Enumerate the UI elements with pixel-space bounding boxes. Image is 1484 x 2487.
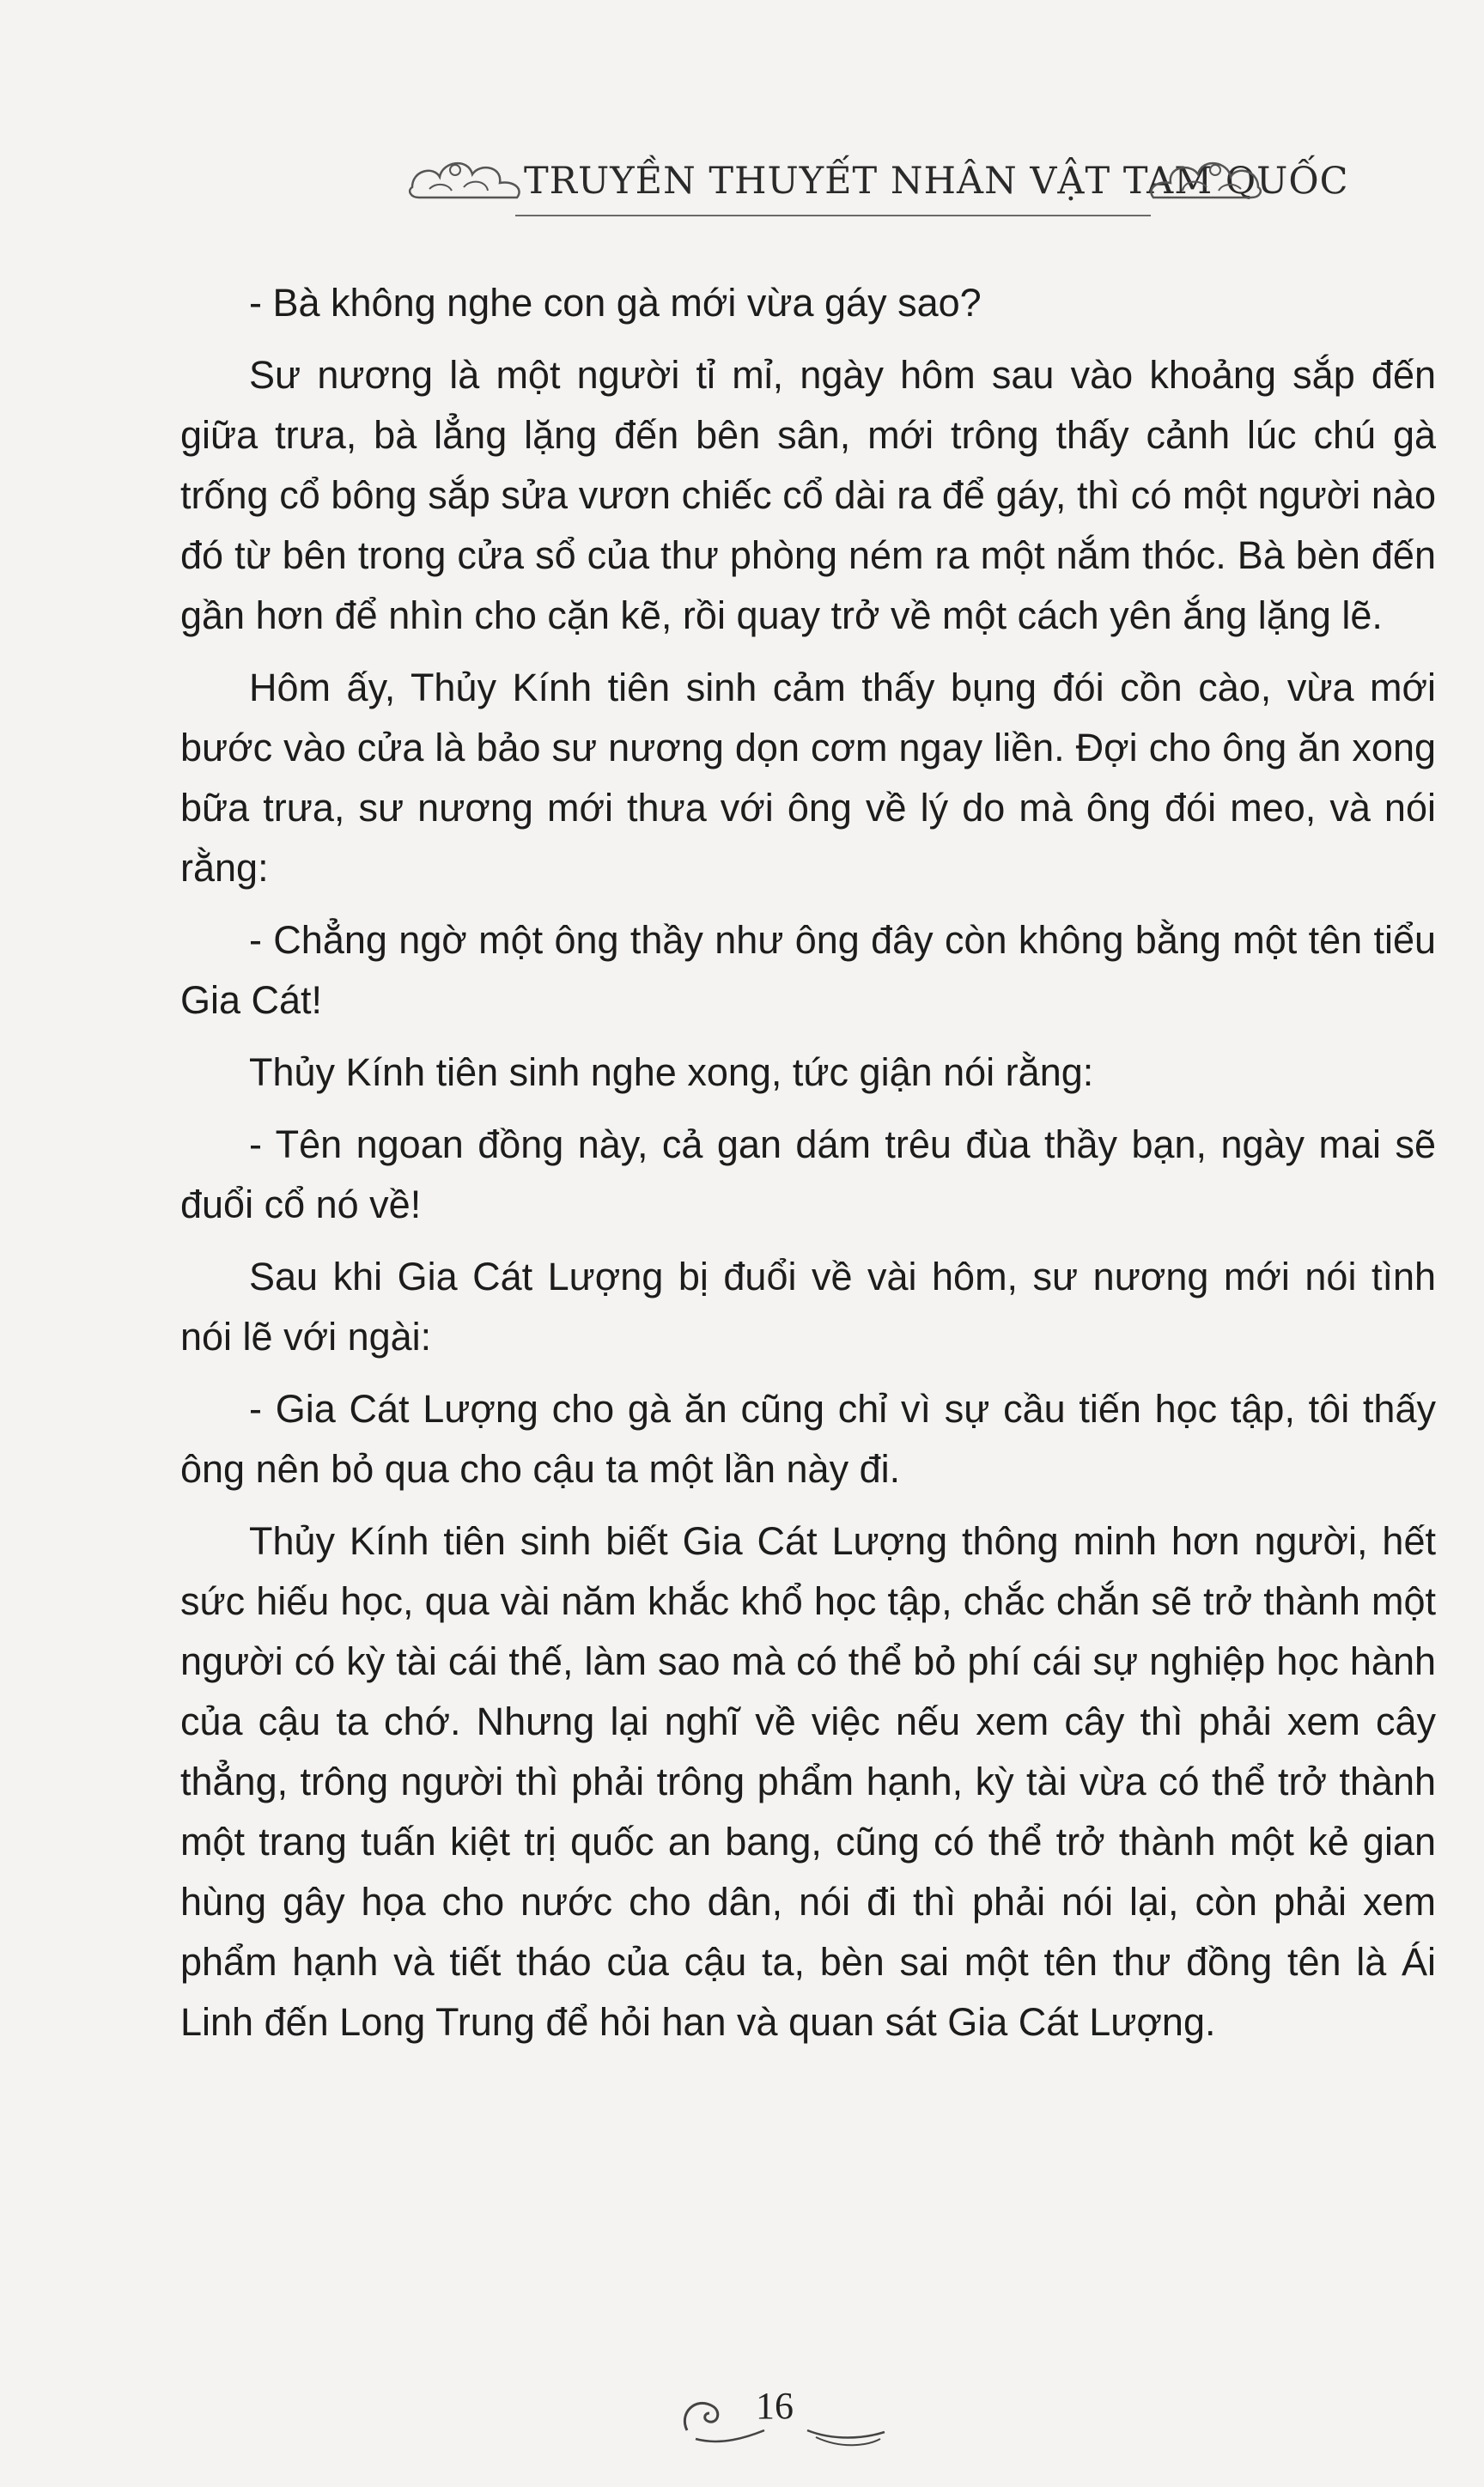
- page-number: 16: [756, 2385, 794, 2427]
- paragraph: - Chẳng ngờ một ông thầy như ông đây còn không bằng một tên tiểu Gia Cát!: [180, 918, 1436, 1022]
- paragraph: Sư nương là một người tỉ mỉ, ngày hôm sau vào khoảng sắp đến giữa trưa, bà lẳng lặng đến bên sân, mới trông thấy cảnh lúc chú gà trống cổ bông sắp sửa vươn chiếc cổ dài ra để gáy, thì có một người nào đó từ bên trong cửa sổ của thư phòng ném ra một nắm thóc. Bà bèn đến gần hơn để nhìn cho cặn kẽ, rồi quay trở về một cách yên ắng lặng lẽ.: [180, 353, 1436, 637]
- body-text: [180, 273, 1436, 2064]
- page-footer: [670, 2370, 893, 2456]
- paragraph: Sau khi Gia Cát Lượng bị đuổi về vài hôm, sư nương mới nói tình nói lẽ với ngài:: [180, 1255, 1436, 1359]
- header-title: TRUYỀN THUYẾT NHÂN VẬT TAM QUỐC: [524, 160, 1349, 203]
- running-header: [404, 137, 1349, 232]
- paragraph: - Tên ngoan đồng này, cả gan dám trêu đùa thầy bạn, ngày mai sẽ đuổi cổ nó về!: [180, 1122, 1436, 1226]
- paragraph: - Bà không nghe con gà mới vừa gáy sao?: [249, 281, 982, 325]
- paragraph: Thủy Kính tiên sinh biết Gia Cát Lượng thông minh hơn người, hết sức hiếu học, qua vài năm khắc khổ học tập, chắc chắn sẽ trở thành một người có kỳ tài cái thế, làm sao mà có thể bỏ phí cái sự nghiệp học hành của cậu ta chớ. Nhưng lại nghĩ về việc nếu xem cây thì phải xem cây thẳng, trông người thì phải trông phẩm hạnh, kỳ tài vừa có thể trở thành một trang tuấn kiệt trị quốc an bang, cũng có thể trở thành một kẻ gian hùng gây họa cho nước cho dân, nói đi thì phải nói lại, còn phải xem phẩm hạnh và tiết tháo của cậu ta, bèn sai một tên thư đồng tên là Ái Linh đến Long Trung để hỏi han và quan sát Gia Cát Lượng.: [180, 1519, 1436, 2044]
- paragraph: - Gia Cát Lượng cho gà ăn cũng chỉ vì sự cầu tiến học tập, tôi thấy ông nên bỏ qua cho cậu ta một lần này đi.: [180, 1387, 1436, 1491]
- paragraph: Thủy Kính tiên sinh nghe xong, tức giận nói rằng:: [249, 1050, 1094, 1094]
- cloud-ornament-right-icon: [1138, 144, 1267, 204]
- header-rule: [515, 215, 1151, 216]
- paragraph: Hôm ấy, Thủy Kính tiên sinh cảm thấy bụng đói cồn cào, vừa mới bước vào cửa là bảo sư nương dọn cơm ngay liền. Đợi cho ông ăn xong bữa trưa, sư nương mới thưa với ông về lý do mà ông đói meo, và nói rằng:: [180, 666, 1436, 890]
- cloud-ornament-left-icon: [404, 144, 532, 204]
